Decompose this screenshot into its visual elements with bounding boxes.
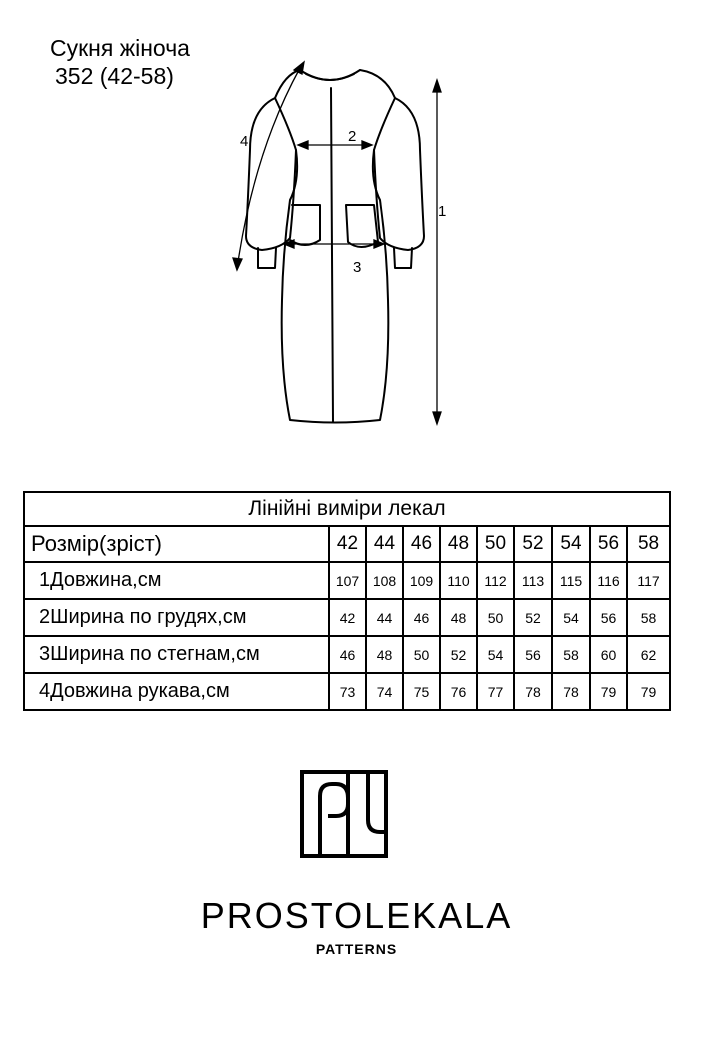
table-row: [24, 562, 670, 599]
label-2: 2: [348, 128, 357, 145]
size-header: 52: [514, 526, 552, 562]
dress-sketch: [0, 0, 703, 440]
table-cell: 112: [477, 562, 514, 599]
table-caption-row: [24, 492, 670, 526]
table-cell: 58: [552, 636, 590, 673]
table-cell: 50: [477, 599, 514, 636]
right-pocket: [346, 205, 378, 247]
table-cell: 54: [552, 599, 590, 636]
table-row: [24, 599, 670, 636]
table-cell: 75: [403, 673, 440, 710]
brand-subtitle: PATTERNS: [315, 941, 398, 957]
table-cell: 52: [440, 636, 477, 673]
table-cell: 56: [590, 599, 627, 636]
table-cell: 54: [477, 636, 514, 673]
size-header: 48: [440, 526, 477, 562]
table-cell: 109: [403, 562, 440, 599]
model-number: 352 (42-58): [55, 63, 174, 89]
table-cell: 60: [590, 636, 627, 673]
table-cell: 113: [514, 562, 552, 599]
table-cell: 62: [627, 636, 670, 673]
brand-logo: [0, 760, 703, 870]
table-cell: 110: [440, 562, 477, 599]
brand-name: PROSTOLEKALA: [200, 895, 513, 936]
table-cell: 74: [366, 673, 403, 710]
table-cell: 77: [477, 673, 514, 710]
row-label: 3Ширина по стегнам,см: [24, 636, 329, 673]
table-cell: 50: [403, 636, 440, 673]
left-sleeve: [246, 98, 296, 250]
table-header-row: [24, 526, 670, 562]
right-sleeve: [374, 98, 424, 250]
table-cell: 116: [590, 562, 627, 599]
garment-title: Сукня жіноча: [50, 35, 190, 61]
row-label: 1Довжина,см: [24, 562, 329, 599]
table-cell: 117: [627, 562, 670, 599]
table-cell: 46: [329, 636, 366, 673]
table-cell: 42: [329, 599, 366, 636]
table-cell: 52: [514, 599, 552, 636]
label-3: 3: [353, 259, 362, 276]
measurements-table: [23, 491, 671, 711]
table-cell: 78: [514, 673, 552, 710]
collar-inner: [306, 74, 354, 80]
row-label: 4Довжина рукава,см: [24, 673, 329, 710]
size-header: 44: [366, 526, 403, 562]
table-cell: 44: [366, 599, 403, 636]
size-header: 56: [590, 526, 627, 562]
label-4: 4: [240, 133, 249, 150]
center-front: [331, 88, 333, 422]
table-cell: 46: [403, 599, 440, 636]
size-header: 54: [552, 526, 590, 562]
table-cell: 58: [627, 599, 670, 636]
table-cell: 79: [590, 673, 627, 710]
size-header: 58: [627, 526, 670, 562]
label-1: 1: [438, 203, 447, 220]
table-cell: 115: [552, 562, 590, 599]
table-cell: 56: [514, 636, 552, 673]
table-cell: 79: [627, 673, 670, 710]
table-row: [24, 636, 670, 673]
size-header: 46: [403, 526, 440, 562]
table-row: [24, 673, 670, 710]
table-caption: Лінійні виміри лекал: [24, 492, 670, 526]
table-cell: 73: [329, 673, 366, 710]
table-cell: 78: [552, 673, 590, 710]
left-pocket: [290, 205, 320, 245]
table-cell: 48: [440, 599, 477, 636]
size-header-label: Розмір(зріст): [24, 526, 329, 562]
table-cell: 108: [366, 562, 403, 599]
table-cell: 76: [440, 673, 477, 710]
size-header: 50: [477, 526, 514, 562]
size-header: 42: [329, 526, 366, 562]
table-cell: 48: [366, 636, 403, 673]
left-cuff: [258, 248, 276, 268]
row-label: 2Ширина по грудях,см: [24, 599, 329, 636]
table-cell: 107: [329, 562, 366, 599]
right-cuff: [394, 248, 412, 268]
